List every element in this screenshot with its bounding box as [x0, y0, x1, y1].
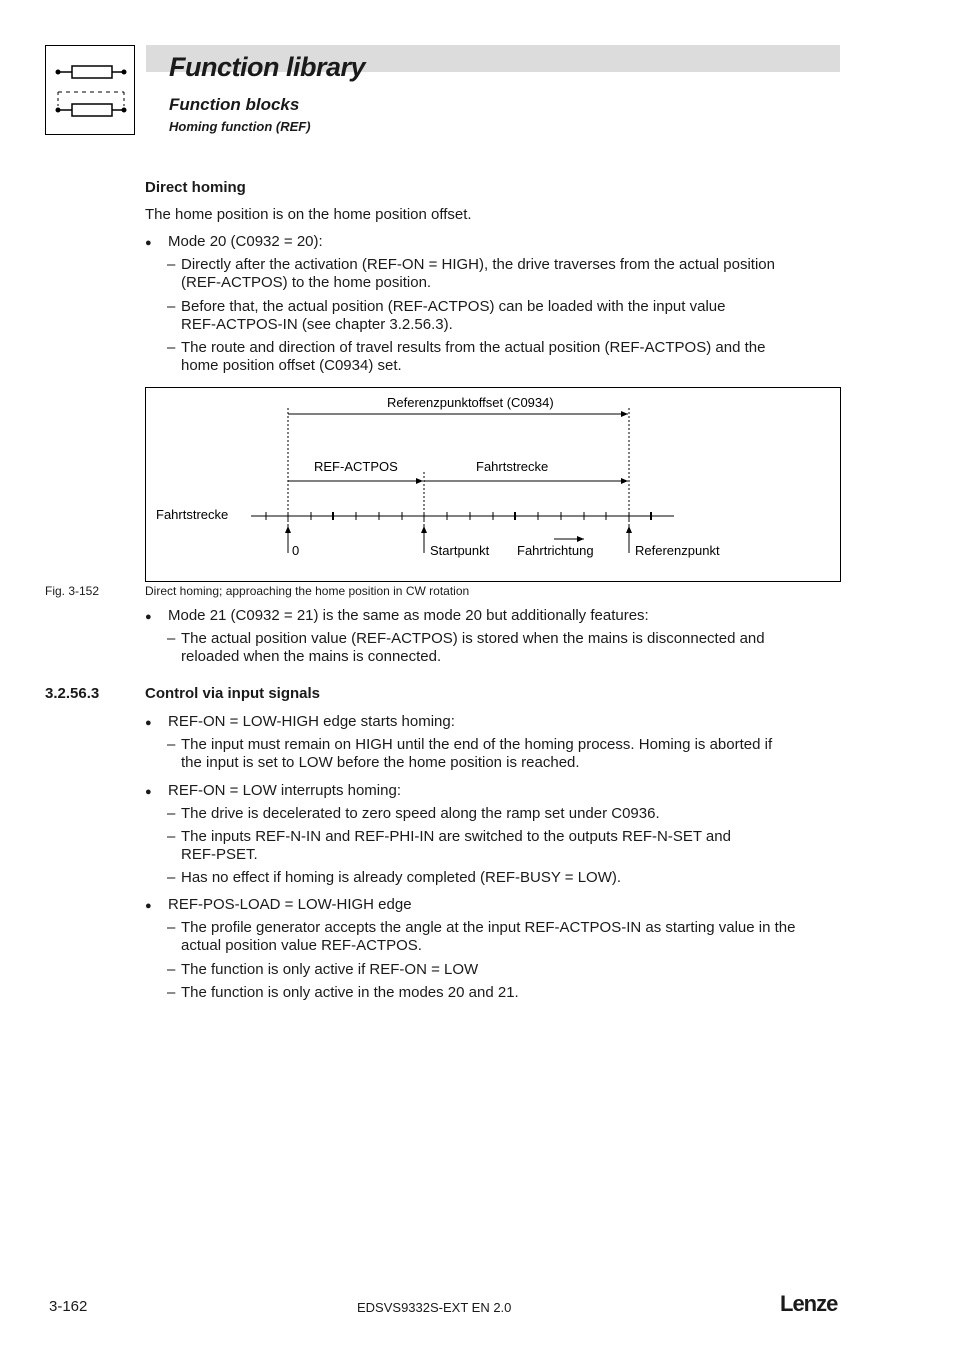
section-heading-control: Control via input signals: [145, 685, 321, 702]
dash-item: – The inputs REF-N-IN and REF-PHI-IN are switched to the outputs REF-N-SET and REF-PSET.: [167, 828, 731, 863]
bullet-mode21: ● Mode 21 (C0932 = 21) is the same as mode 20 but additionally features:: [168, 607, 649, 625]
bullet-mode20: ● Mode 20 (C0932 = 20):: [168, 233, 323, 251]
bullet-ref-pos-load: ● REF-POS-LOAD = LOW-HIGH edge: [168, 896, 412, 914]
function-block-icon: [46, 46, 136, 136]
fahrtstrecke-left-label: Fahrtstrecke: [156, 507, 229, 522]
homing-diagram: [146, 388, 842, 583]
dash-item: – Has no effect if homing is already completed (REF-BUSY = LOW).: [167, 869, 622, 886]
lenze-logo: Lenze: [780, 1291, 838, 1316]
refactpos-label: REF-ACTPOS: [314, 459, 398, 474]
page-number: 3-162: [49, 1298, 88, 1315]
page-subsubtitle: Homing function (REF): [169, 119, 311, 134]
document-id: EDSVS9332S-EXT EN 2.0: [357, 1300, 512, 1315]
intro-text: The home position is on the home position offset.: [145, 206, 472, 223]
bullet-ref-on-interrupt: ● REF-ON = LOW interrupts homing:: [168, 782, 401, 800]
figure-caption: Direct homing; approaching the home position in CW rotation: [145, 584, 470, 598]
dash-item: – Before that, the actual position (REF-ACTPOS) can be loaded with the input value REF-ACTPOS-IN (see chapter 3.2.56.3).: [167, 298, 726, 333]
zero-label: 0: [292, 543, 300, 558]
section-number: 3.2.56.3: [45, 685, 100, 702]
figure-number: Fig. 3-152: [45, 584, 100, 598]
section-heading-direct-homing: Direct homing: [145, 179, 246, 196]
dash-item: – The actual position value (REF-ACTPOS) is stored when the mains is disconnected and reloaded when the mains is connected.: [167, 630, 765, 665]
figure-direct-homing: [145, 387, 841, 582]
bullet-ref-on-start: ● REF-ON = LOW-HIGH edge starts homing:: [168, 713, 455, 731]
dash-item: – The drive is decelerated to zero speed along the ramp set under C0936.: [167, 805, 660, 822]
fahrtstrecke-upper-label: Fahrtstrecke: [476, 459, 549, 474]
fahrtrichtung-label: Fahrtrichtung: [517, 543, 594, 558]
dash-item: – The profile generator accepts the angle at the input REF-ACTPOS-IN as starting value in the actual position value REF-ACTPOS.: [167, 919, 796, 954]
chapter-icon: [45, 45, 135, 135]
dash-item: – The function is only active in the modes 20 and 21.: [167, 984, 519, 1001]
page-subtitle: Function blocks: [169, 95, 300, 114]
dash-item: – Directly after the activation (REF-ON = HIGH), the drive traverses from the actual position (REF-ACTPOS) to the home position.: [167, 256, 775, 291]
offset-label: Referenzpunktoffset (C0934): [387, 395, 554, 410]
dash-item: – The route and direction of travel results from the actual position (REF-ACTPOS) and the home position offset (C0934) set.: [167, 339, 766, 374]
startpunkt-label: Startpunkt: [430, 543, 490, 558]
page-title: Function library: [169, 52, 366, 82]
dash-item: – The function is only active if REF-ON = LOW: [167, 961, 479, 978]
referenzpunkt-label: Referenzpunkt: [635, 543, 720, 558]
dash-item: – The input must remain on HIGH until the end of the homing process. Homing is aborted if the input is set to LOW before the home position is reached.: [167, 736, 773, 771]
